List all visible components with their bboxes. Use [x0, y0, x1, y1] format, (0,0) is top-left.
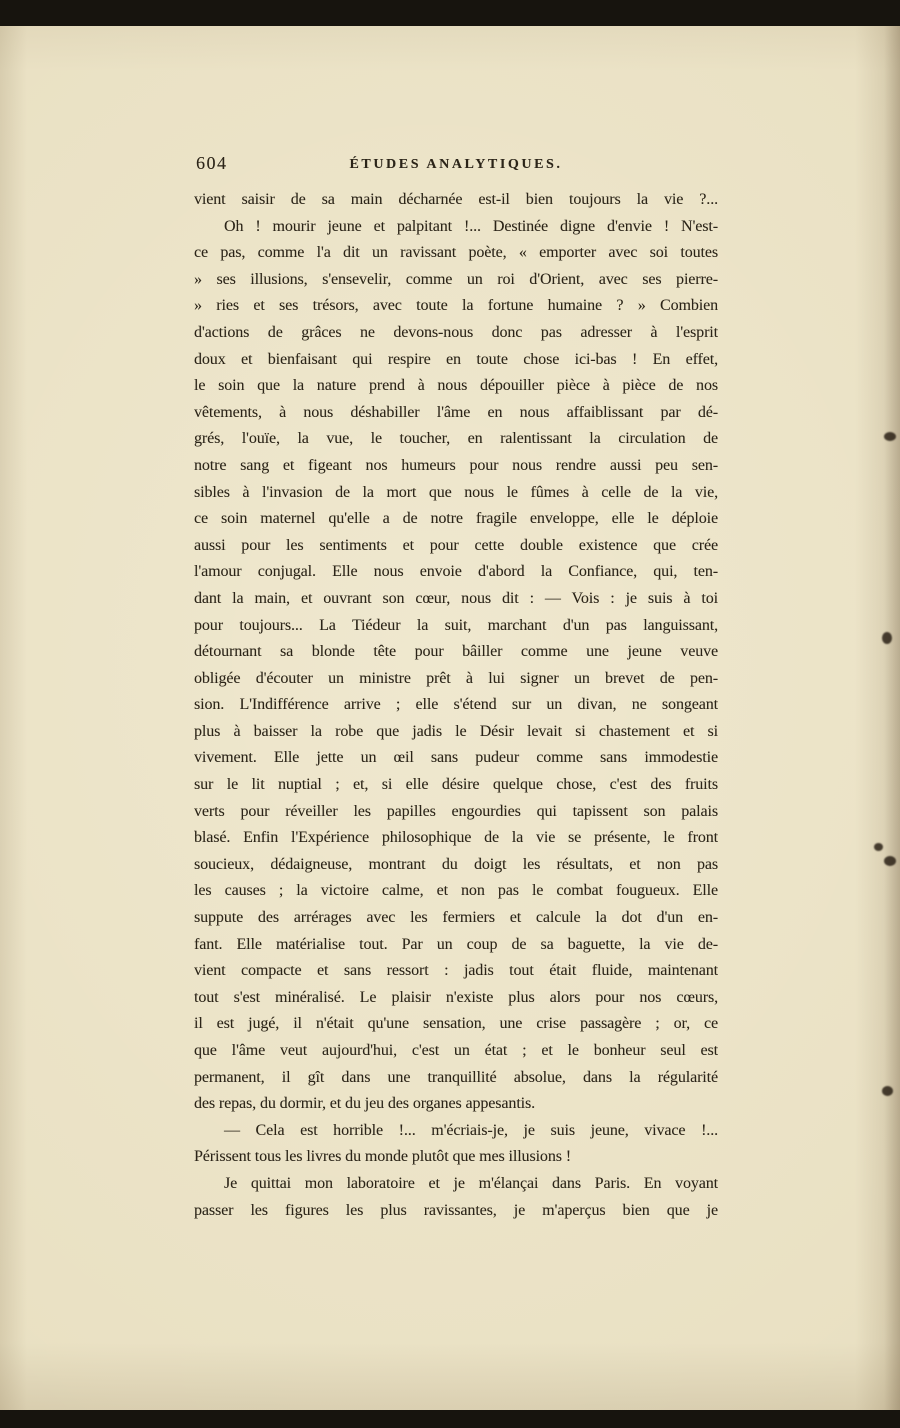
- text-line: doux et bienfaisant qui respire en toute chose ici-bas ! En effet,: [194, 350, 718, 368]
- text-line: suppute des arrérages avec les fermiers et calcule la dot d'un en-: [194, 909, 718, 927]
- text-line: fant. Elle matérialise tout. Par un coup de sa baguette, la vie de-: [194, 935, 718, 953]
- scan-edge-top: [0, 0, 900, 26]
- text-line: » ses illusions, s'ensevelir, comme un roi d'Orient, avec ses pierre-: [194, 270, 718, 288]
- text-line: pour toujours... La Tiédeur la suit, marchant d'un pas languissant,: [194, 616, 718, 634]
- text-line: les causes ; la victoire calme, et non pas le combat fougueux. Elle: [194, 882, 718, 900]
- text-line: ce soin maternel qu'elle a de notre fragile enveloppe, elle le déploie: [194, 510, 718, 528]
- text-line: blasé. Enfin l'Expérience philosophique de la vie se présente, le front: [194, 829, 718, 847]
- scan-speck: [882, 632, 892, 644]
- scan-speck: [882, 1086, 893, 1096]
- scan-speck: [874, 843, 883, 851]
- body-text: [194, 187, 718, 1224]
- text-line: » ries et ses trésors, avec toute la fortune humaine ? » Combien: [194, 297, 718, 315]
- text-line: Je quittai mon laboratoire et je m'élançai dans Paris. En voyant: [224, 1174, 718, 1192]
- text-line: l'amour conjugal. Elle nous envoie d'abord la Confiance, qui, ten-: [194, 563, 718, 581]
- text-line: passer les figures les plus ravissantes, je m'aperçus bien que je: [194, 1201, 718, 1219]
- scan-edge-bottom: [0, 1410, 900, 1428]
- text-line: Oh ! mourir jeune et palpitant !... Destinée digne d'envie ! N'est-: [224, 217, 718, 235]
- text-line: sion. L'Indifférence arrive ; elle s'étend sur un divan, ne songeant: [194, 696, 718, 714]
- text-line: des repas, du dormir, et du jeu des organes appesantis.: [194, 1095, 536, 1113]
- text-line: plus à baisser la robe que jadis le Désir levait si chastement et si: [194, 722, 718, 740]
- text-line: notre sang et figeant nos humeurs pour nous rendre aussi peu sen-: [194, 456, 718, 474]
- text-line: ce pas, comme l'a dit un ravissant poète, « emporter avec soi toutes: [194, 244, 718, 262]
- text-line: il est jugé, il n'était qu'une sensation, une crise passagère ; or, ce: [194, 1015, 718, 1033]
- text-line: soucieux, dédaigneuse, montrant du doigt les résultats, et non pas: [194, 855, 718, 873]
- text-line: d'actions de grâces ne devons-nous donc pas adresser à l'esprit: [194, 323, 718, 341]
- page-gutter-shadow: [884, 26, 900, 1410]
- text-line: grés, l'ouïe, la vue, le toucher, en ralentissant la circulation de: [194, 430, 718, 448]
- text-line: vient compacte et sans ressort : jadis tout était fluide, maintenant: [194, 962, 718, 980]
- page-number: 604: [196, 153, 228, 173]
- text-line: vivement. Elle jette un œil sans pudeur comme sans immodestie: [194, 749, 718, 767]
- text-line: que l'âme veut aujourd'hui, c'est un état ; et le bonheur seul est: [194, 1042, 718, 1059]
- text-line: vient saisir de sa main décharnée est-il bien toujours la vie ?...: [194, 191, 718, 208]
- text-line: tout s'est minéralisé. Le plaisir n'existe plus alors pour nos cœurs,: [194, 988, 718, 1006]
- text-line: le soin que la nature prend à nous dépouiller pièce à pièce de nos: [194, 377, 718, 395]
- text-line: obligée d'écouter un ministre prêt à lui signer un brevet de pen-: [194, 669, 718, 687]
- text-line: aussi pour les sentiments et pour cette double existence que crée: [194, 536, 718, 554]
- text-line: sur le lit nuptial ; et, si elle désire quelque chose, c'est des fruits: [194, 776, 718, 794]
- running-header: ÉTUDES ANALYTIQUES.: [349, 157, 563, 172]
- text-line: dant la main, et ouvrant son cœur, nous dit : — Vois : je suis à toi: [194, 589, 718, 607]
- scan-speck: [884, 856, 896, 866]
- text-line: vêtements, à nous déshabiller l'âme en nous affaiblissant par dé-: [194, 403, 718, 421]
- text-line: sibles à l'invasion de la mort que nous le fûmes à celle de la vie,: [194, 483, 718, 501]
- text-line: verts pour réveiller les papilles engourdies qui tapissent son palais: [194, 802, 718, 820]
- scan-speck: [884, 432, 896, 441]
- text-line: détournant sa blonde tête pour bâiller comme une jeune veuve: [194, 643, 718, 661]
- text-line: permanent, il gît dans une tranquillité absolue, dans la régularité: [194, 1068, 718, 1086]
- text-line: Périssent tous les livres du monde plutôt que mes illusions !: [194, 1148, 571, 1166]
- text-line: — Cela est horrible !... m'écriais-je, je suis jeune, vivace !...: [224, 1121, 718, 1139]
